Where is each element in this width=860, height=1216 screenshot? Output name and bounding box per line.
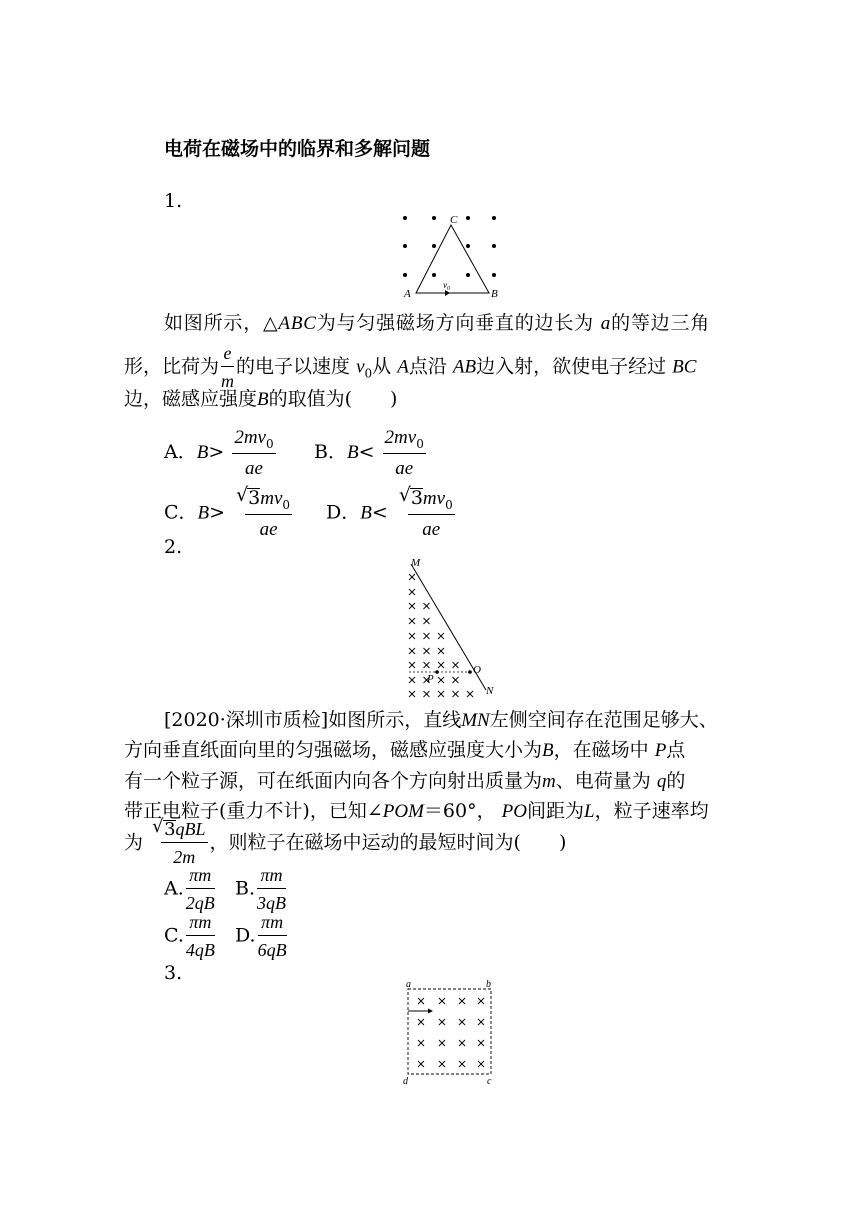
- label-N: N: [486, 685, 494, 697]
- triangle-abc: [416, 225, 489, 293]
- label-B: B: [491, 288, 498, 300]
- label-A: A: [404, 288, 411, 300]
- point-P: [435, 670, 439, 674]
- q2-number: 2.: [164, 536, 183, 558]
- label-M: M: [411, 557, 421, 569]
- label-b: b: [486, 979, 491, 990]
- section-title: 电荷在磁场中的临界和多解问题: [164, 138, 431, 160]
- q1-option-C: C．B> √ $\frac{3mv_0}{ae}$: [164, 488, 294, 539]
- q2-text-line4: 带正电粒子(重力不计)，已知∠POM＝60°， PO间距为L，粒子速率均: [124, 800, 709, 822]
- field-crosses-square: [418, 998, 484, 1067]
- q1-number: 1.: [164, 190, 183, 212]
- q2-option-A: A. $\frac{\pi m}{2qB}$: [164, 865, 215, 913]
- q1-text-line3: 边，磁感应强度B的取值为( ): [124, 388, 398, 410]
- label-a: a: [406, 979, 411, 990]
- q1-text-line2: 形，比荷为 $\frac{e}{m}$ 的电子以速度 $v_0$从 A点沿 AB边入射，欲使电子经过 BC: [124, 343, 697, 391]
- entry-arrow: [428, 1009, 433, 1014]
- q2-text-line2: 方向垂直纸面向里的匀强磁场，磁感应强度大小为B，在磁场中 P点: [124, 739, 686, 761]
- point-O: [468, 670, 472, 674]
- field-crosses: [409, 574, 473, 697]
- q2-text-line3: 有一个粒子源，可在纸面内向各个方向射出质量为m、电荷量为 q的: [124, 770, 686, 792]
- q1-figure-triangle: [395, 208, 505, 303]
- q2-option-D: D. $\frac{\pi m}{6qB}$: [235, 912, 287, 960]
- q2-text-line1: [2020·深圳市质检]如图所示，直线MN左侧空间存在范围足够大、: [164, 709, 718, 731]
- q2-figure-field: [400, 556, 505, 701]
- label-d: d: [403, 1076, 408, 1087]
- q1-option-B: B．B< $\frac{2mv_0}{ae}$: [314, 427, 424, 479]
- q1-option-D: D．B< √ $\frac{3mv_0}{ae}$: [326, 488, 457, 539]
- q3-figure-square: [398, 978, 502, 1088]
- label-O: O: [473, 664, 481, 676]
- q2-text-line5: 为 √ $\frac{\text{3qBL}}{2m}$ ，则粒子在磁场中运动的最短时间为( ): [124, 820, 566, 867]
- label-v0: $v_0$: [443, 280, 450, 292]
- q1-text-line1: 如图所示，△ABC为与匀强磁场方向垂直的边长为 a的等边三角: [164, 312, 711, 334]
- label-C: C: [450, 214, 458, 226]
- label-P: P: [427, 673, 434, 685]
- q1-option-A: A．B> $\frac{2mv_0}{ae}$: [164, 427, 274, 479]
- label-c: c: [487, 1076, 492, 1087]
- q2-option-B: B. $\frac{\pi m}{3qB}$: [235, 865, 287, 913]
- q2-option-C: C. $\frac{\pi m}{4qB}$: [164, 912, 215, 960]
- q3-number: 3.: [164, 962, 183, 984]
